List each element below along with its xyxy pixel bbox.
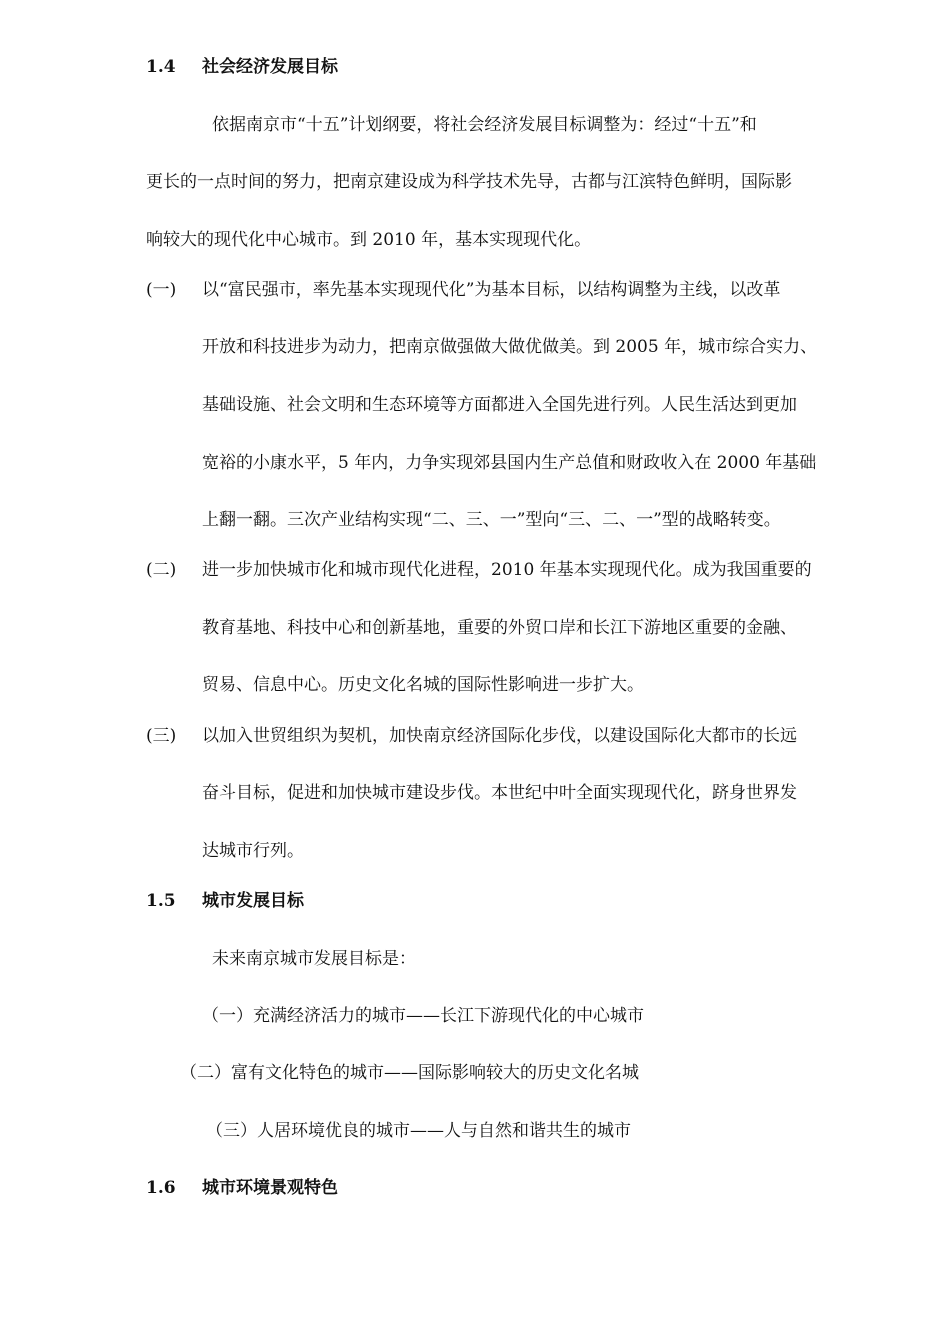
paragraph-line: 更长的一点时间的努力，把南京建设成为科学技术先导，古都与江滨特色鲜明，国际影 — [146, 172, 792, 192]
section-number: 1.6 — [146, 1178, 176, 1198]
section-heading-1-4 — [146, 52, 338, 77]
section-title: 城市环境景观特色 — [202, 1178, 338, 1198]
list-item-line: 以“富民强市，率先基本实现现代化”为基本目标，以结构调整为主线，以改革 — [202, 280, 781, 300]
section-heading-1-6 — [146, 1173, 338, 1198]
list-item-line: 进一步加快城市化和城市现代化进程，2010 年基本实现现代化。成为我国重要的 — [202, 560, 812, 580]
city-goal-item: （三）人居环境优良的城市——人与自然和谐共生的城市 — [206, 1121, 631, 1141]
section-title: 城市发展目标 — [202, 891, 304, 911]
list-item-line: 上翻一翻。三次产业结构实现“二、三、一”型向“三、二、一”型的战略转变。 — [202, 510, 781, 530]
city-goal-item: （一）充满经济活力的城市——长江下游现代化的中心城市 — [202, 1006, 644, 1026]
paragraph-line: 响较大的现代化中心城市。到 2010 年，基本实现现代化。 — [146, 230, 592, 250]
section-heading-1-5 — [146, 886, 304, 911]
list-marker: (二) — [146, 560, 177, 580]
section-number: 1.5 — [146, 891, 176, 911]
city-goals-intro: 未来南京城市发展目标是： — [212, 949, 416, 969]
list-item-line: 开放和科技进步为动力，把南京做强做大做优做美。到 2005 年，城市综合实力、 — [202, 337, 818, 357]
list-item-line: 贸易、信息中心。历史文化名城的国际性影响进一步扩大。 — [202, 675, 644, 695]
list-marker: (一) — [146, 280, 177, 300]
list-marker: (三) — [146, 726, 177, 746]
section-title: 社会经济发展目标 — [202, 57, 338, 77]
list-item-line: 教育基地、科技中心和创新基地，重要的外贸口岸和长江下游地区重要的金融、 — [202, 618, 797, 638]
list-item-line: 达城市行列。 — [202, 841, 304, 861]
paragraph-line: 依据南京市“十五”计划纲要，将社会经济发展目标调整为：经过“十五”和 — [212, 115, 757, 135]
list-item-line: 以加入世贸组织为契机，加快南京经济国际化步伐，以建设国际化大都市的长远 — [202, 726, 797, 746]
city-goal-item: （二）富有文化特色的城市——国际影响较大的历史文化名城 — [180, 1063, 639, 1083]
list-item-line: 基础设施、社会文明和生态环境等方面都进入全国先进行列。人民生活达到更加 — [202, 395, 797, 415]
list-item-line: 奋斗目标，促进和加快城市建设步伐。本世纪中叶全面实现现代化，跻身世界发 — [202, 783, 797, 803]
list-item-line: 宽裕的小康水平，5 年内，力争实现郊县国内生产总值和财政收入在 2000 年基础 — [202, 453, 817, 473]
section-number: 1.4 — [146, 57, 176, 77]
